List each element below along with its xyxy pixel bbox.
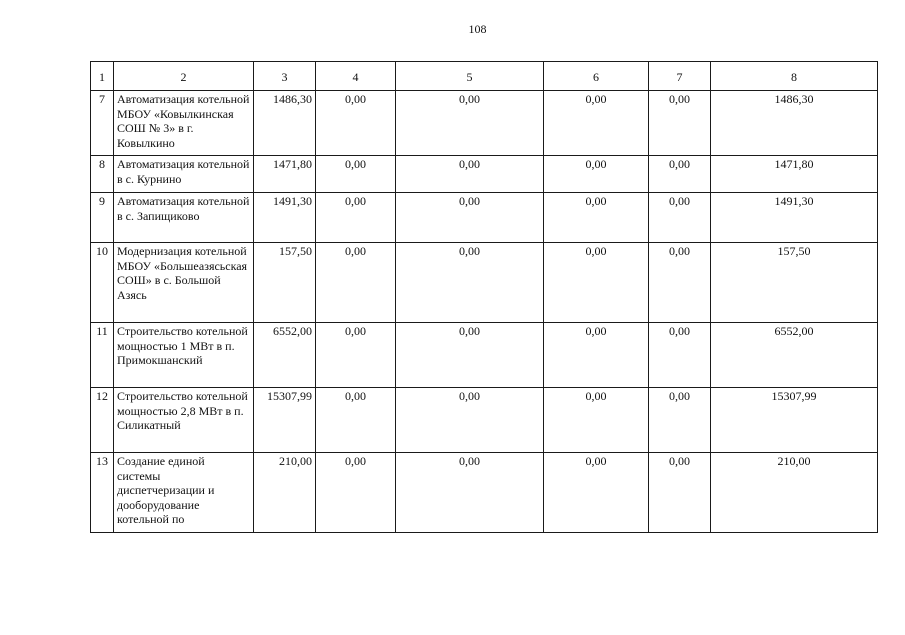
value-col-6: 0,00 [544,323,649,388]
row-number: 12 [91,388,114,453]
column-header-3: 3 [254,62,316,91]
column-header-8: 8 [711,62,878,91]
value-col-7: 0,00 [649,453,711,533]
value-col-4: 0,00 [316,91,396,156]
object-name: Автоматизация котельной в с. Курнино [114,156,254,193]
table-header-row [91,62,878,91]
column-header-6: 6 [544,62,649,91]
object-name: Автоматизация котельной МБОУ «Ковылкинская СОШ № 3» в г. Ковылкино [114,91,254,156]
row-number: 8 [91,156,114,193]
value-col-6: 0,00 [544,453,649,533]
value-col-3: 210,00 [254,453,316,533]
row-number: 13 [91,453,114,533]
value-col-8: 210,00 [711,453,878,533]
row-number: 10 [91,243,114,323]
value-col-6: 0,00 [544,156,649,193]
value-col-4: 0,00 [316,156,396,193]
value-col-7: 0,00 [649,156,711,193]
value-col-5: 0,00 [396,323,544,388]
budget-table [90,61,878,533]
table-row [91,453,878,533]
value-col-8: 1471,80 [711,156,878,193]
value-col-6: 0,00 [544,91,649,156]
value-col-3: 6552,00 [254,323,316,388]
value-col-7: 0,00 [649,323,711,388]
value-col-3: 15307,99 [254,388,316,453]
object-name: Автоматизация котельной в с. Запищиково [114,193,254,243]
value-col-5: 0,00 [396,388,544,453]
value-col-8: 157,50 [711,243,878,323]
value-col-5: 0,00 [396,453,544,533]
value-col-7: 0,00 [649,193,711,243]
value-col-6: 0,00 [544,193,649,243]
row-number: 11 [91,323,114,388]
value-col-8: 15307,99 [711,388,878,453]
value-col-7: 0,00 [649,388,711,453]
table-row [91,91,878,156]
value-col-4: 0,00 [316,323,396,388]
value-col-3: 1471,80 [254,156,316,193]
table-row [91,243,878,323]
column-header-5: 5 [396,62,544,91]
value-col-8: 1491,30 [711,193,878,243]
value-col-5: 0,00 [396,193,544,243]
column-header-2: 2 [114,62,254,91]
table-row [91,193,878,243]
table-row [91,323,878,388]
value-col-8: 1486,30 [711,91,878,156]
object-name: Модернизация котельной МБОУ «Большеазясьская СОШ» в с. Большой Азясь [114,243,254,323]
value-col-3: 1486,30 [254,91,316,156]
column-header-4: 4 [316,62,396,91]
value-col-6: 0,00 [544,388,649,453]
value-col-5: 0,00 [396,243,544,323]
row-number: 9 [91,193,114,243]
page-number: 108 [468,22,487,36]
column-header-1: 1 [91,62,114,91]
value-col-3: 157,50 [254,243,316,323]
value-col-5: 0,00 [396,156,544,193]
value-col-7: 0,00 [649,91,711,156]
value-col-6: 0,00 [544,243,649,323]
object-name: Строительство котельной мощностью 2,8 МВт в п. Силикатный [114,388,254,453]
value-col-7: 0,00 [649,243,711,323]
table-row [91,156,878,193]
value-col-4: 0,00 [316,193,396,243]
table-row [91,388,878,453]
value-col-4: 0,00 [316,388,396,453]
value-col-8: 6552,00 [711,323,878,388]
object-name: Создание единой системы диспетчеризации и дооборудование котельной по [114,453,254,533]
column-header-7: 7 [649,62,711,91]
value-col-4: 0,00 [316,243,396,323]
value-col-3: 1491,30 [254,193,316,243]
object-name: Строительство котельной мощностью 1 МВт в п. Примокшанский [114,323,254,388]
row-number: 7 [91,91,114,156]
value-col-4: 0,00 [316,453,396,533]
value-col-5: 0,00 [396,91,544,156]
